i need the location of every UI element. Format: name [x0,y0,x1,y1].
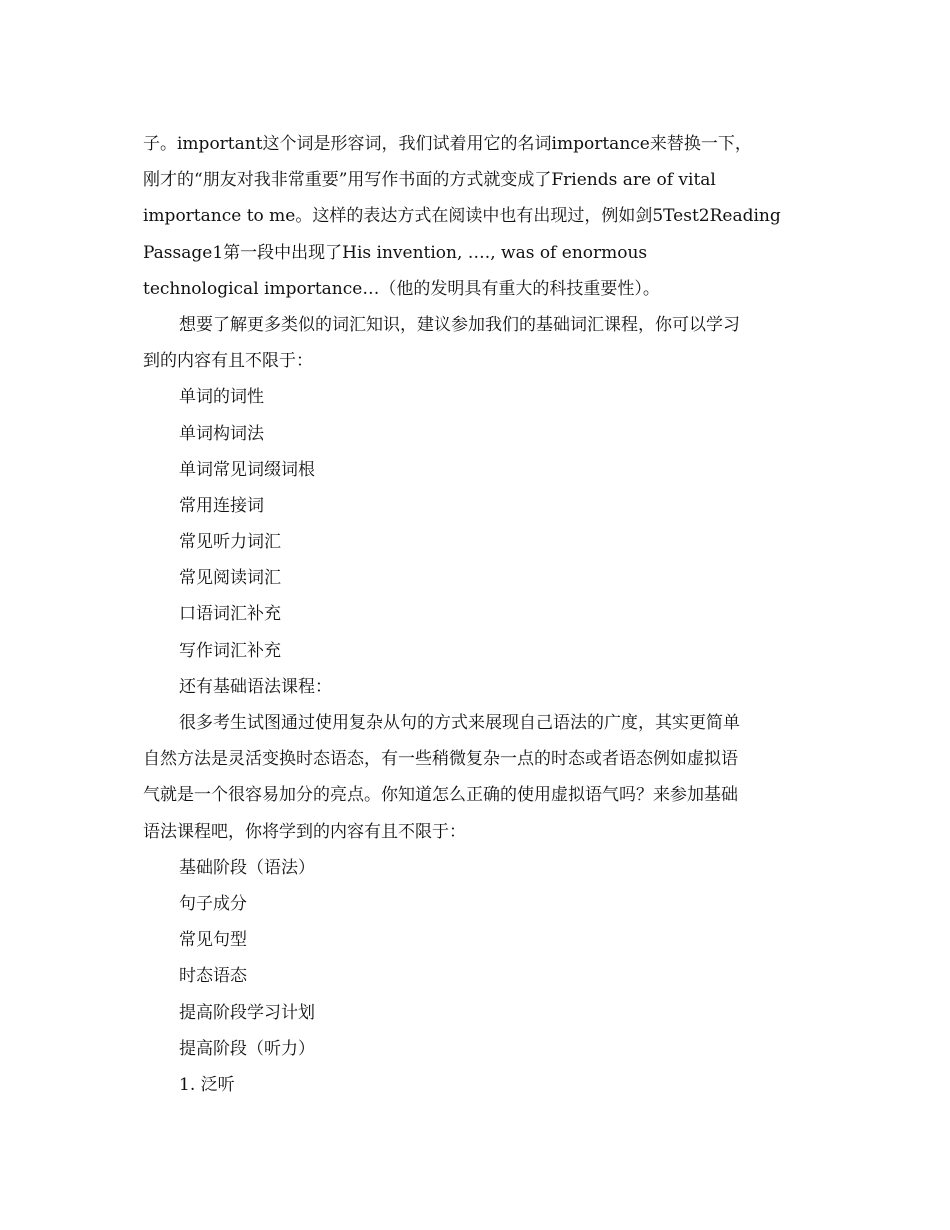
text-line: 想要了解更多类似的词汇知识，建议参加我们的基础词汇课程，你可以学习 [179,314,740,335]
list-item: 口语词汇补充 [179,604,281,625]
text-line: 语法课程吧，你将学到的内容有且不限于： [143,821,466,842]
text-line: 刚才的“朋友对我非常重要”用写作书面的方式就变成了Friends are of vital [143,170,716,191]
text-line: 到的内容有且不限于： [143,351,313,372]
list-item: 句子成分 [179,893,247,914]
list-item: 写作词汇补充 [179,640,281,661]
list-item: 时态语态 [179,966,247,987]
list-item: 常见句型 [179,930,247,951]
text-line: 气就是一个很容易加分的亮点。你知道怎么正确的使用虚拟语气吗？来参加基础 [143,785,738,806]
list-item: 单词常见词缀词根 [179,459,315,480]
text-line: importance to me。这样的表达方式在阅读中也有出现过，例如剑5Test2Reading [143,206,781,227]
list-item: 单词构词法 [179,423,264,444]
list-item: 1. 泛听 [179,1074,235,1095]
section-heading: 还有基础语法课程： [179,676,332,697]
text-line: Passage1第一段中出现了His invention, …., was of enormous [143,242,648,263]
text-line: 很多考生试图通过使用复杂从句的方式来展现自己语法的广度，其实更简单 [179,713,740,733]
list-item: 常见阅读词汇 [179,568,281,589]
list-item: 常见听力词汇 [179,532,281,553]
list-item: 提高阶段学习计划 [179,1002,315,1023]
text-line: 子。important这个词是形容词，我们试着用它的名词importance来替换一下， [143,134,752,154]
list-item: 提高阶段（听力） [179,1038,315,1059]
text-line: technological importance…（他的发明具有重大的科技重要性）。 [143,278,660,299]
list-item: 常用连接词 [179,495,264,516]
document-body [143,126,809,1103]
list-item: 基础阶段（语法） [179,857,315,878]
text-line: 自然方法是灵活变换时态语态，有一些稍微复杂一点的时态或者语态例如虚拟语 [143,749,738,770]
list-item: 单词的词性 [179,387,264,408]
